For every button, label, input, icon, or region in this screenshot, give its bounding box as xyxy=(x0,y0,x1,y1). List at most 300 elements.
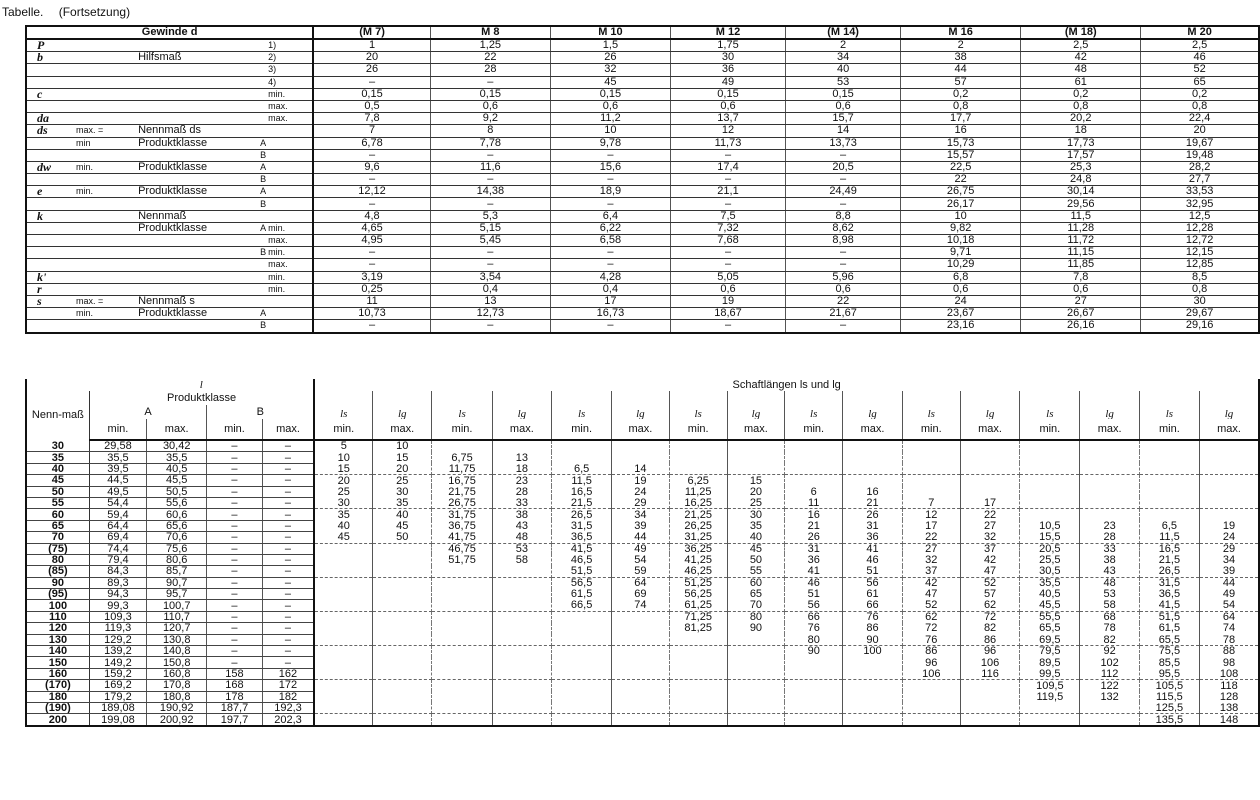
nominal-length: 50 xyxy=(26,486,89,497)
table-row xyxy=(26,646,1259,657)
ls-min-value xyxy=(902,702,960,713)
qualifier: min. xyxy=(74,186,134,198)
ls-min-value xyxy=(1020,714,1080,726)
class-b-max: – xyxy=(262,634,314,645)
lg-max-value: 118 xyxy=(1220,679,1238,692)
lg-max-value: 76 xyxy=(843,611,902,622)
length-symbol: l xyxy=(89,379,314,391)
lg-max-value: 56 xyxy=(843,577,902,588)
lg-max-value: 58 xyxy=(492,554,551,565)
ls-min-value: 11,25 xyxy=(669,486,727,497)
max-header: max. xyxy=(843,419,902,440)
qualifier xyxy=(74,64,134,76)
lg-max-value xyxy=(373,668,432,679)
lg-max-value: 55 xyxy=(727,566,784,577)
value-cell: 0,25 xyxy=(313,283,430,295)
ls-min-value: 46,25 xyxy=(669,566,727,577)
qualifier xyxy=(74,210,134,222)
nominal-length: 180 xyxy=(26,691,89,702)
max-header: max. xyxy=(1080,419,1139,440)
value-cell: 10 xyxy=(901,210,1021,222)
class-b-min: – xyxy=(207,554,262,565)
lg-max-value: 122 xyxy=(1080,680,1139,691)
ls-min-value: 66,5 xyxy=(551,600,611,611)
lg-max-value: 64 xyxy=(612,577,669,588)
table-row xyxy=(26,577,1259,588)
row-label xyxy=(134,271,258,283)
lg-max-value: 100 xyxy=(843,646,902,657)
class-a-max: 140,8 xyxy=(147,646,207,657)
lg-max-value: 23 xyxy=(492,475,551,486)
value-cell: 21,1 xyxy=(670,186,785,198)
qualifier xyxy=(74,259,134,271)
class-b-min: – xyxy=(207,589,262,600)
class-a-min: 139,2 xyxy=(89,646,146,657)
class-b-min: – xyxy=(207,520,262,531)
value-cell: 27,7 xyxy=(1141,174,1259,186)
table-row xyxy=(26,52,1259,64)
lg-max-value xyxy=(960,486,1019,497)
ls-min-value xyxy=(669,646,727,657)
value-cell: 6,8 xyxy=(901,271,1021,283)
lg-max-value: 20 xyxy=(373,463,432,474)
symbol xyxy=(26,308,74,320)
nominal-length: 65 xyxy=(26,520,89,531)
class-a-max: 130,8 xyxy=(147,634,207,645)
value-cell: 24 xyxy=(901,295,1021,307)
value-cell: 26 xyxy=(550,52,670,64)
lg-max-value: 35 xyxy=(727,520,784,531)
lg-max-value xyxy=(727,680,784,691)
ls-min-value xyxy=(432,668,492,679)
min-header: min. xyxy=(1139,419,1199,440)
value-cell: 5,05 xyxy=(670,271,785,283)
value-cell: – xyxy=(430,149,550,161)
lg-max-value xyxy=(492,646,551,657)
max-header: max. xyxy=(727,419,784,440)
ls-min-value: 46 xyxy=(785,577,843,588)
max-header: max. xyxy=(492,419,551,440)
product-class: A xyxy=(260,308,267,319)
lg-max-value: 51 xyxy=(843,566,902,577)
value-cell: 0,2 xyxy=(1141,88,1259,100)
table-row xyxy=(26,88,1259,100)
qualifier xyxy=(74,174,134,186)
value-cell: – xyxy=(313,149,430,161)
value-cell: – xyxy=(430,320,550,333)
table-row xyxy=(26,543,1259,554)
ls-min-value: 6,25 xyxy=(669,475,727,486)
lg-max-value xyxy=(492,714,551,726)
lg-max-value xyxy=(843,680,902,691)
lg-header: lg xyxy=(1080,391,1139,419)
thread-size-header: M 10 xyxy=(550,26,670,39)
value-cell: 0,15 xyxy=(786,88,901,100)
value-cell: 2,5 xyxy=(1021,39,1141,52)
symbol xyxy=(26,100,74,112)
ls-min-value: 40 xyxy=(314,520,372,531)
value-cell: 30 xyxy=(670,52,785,64)
ls-min-value: 56,25 xyxy=(669,589,727,600)
ls-min-value xyxy=(432,623,492,634)
class-b-min: – xyxy=(207,509,262,520)
value-cell: 34 xyxy=(786,52,901,64)
product-class xyxy=(258,39,266,52)
lg-max-value: 29 xyxy=(1222,543,1236,555)
class-a-max: 30,42 xyxy=(147,440,207,452)
lg-max-value: 61 xyxy=(843,589,902,600)
ls-min-value xyxy=(902,714,960,726)
value-cell: 7,8 xyxy=(1021,271,1141,283)
ls-min-value xyxy=(1020,452,1080,463)
ls-min-value xyxy=(785,657,843,668)
ls-min-value xyxy=(551,714,611,726)
lg-max-value: 52 xyxy=(960,577,1019,588)
lg-max-value xyxy=(1080,452,1139,463)
ls-min-value: 35 xyxy=(314,509,372,520)
lg-max-value: 96 xyxy=(960,646,1019,657)
ls-min-value xyxy=(432,600,492,611)
value-cell: 11,15 xyxy=(1021,247,1141,259)
value-cell: 22 xyxy=(901,174,1021,186)
lg-max-value: 19 xyxy=(1222,520,1236,532)
lg-max-value xyxy=(960,463,1019,474)
limit-marker xyxy=(266,320,313,333)
row-label: Produktklasse xyxy=(134,308,258,320)
min-header: min. xyxy=(314,419,372,440)
value-cell: 22,4 xyxy=(1141,113,1259,125)
ls-min-value: 105,5 xyxy=(1139,680,1199,691)
ls-min-value xyxy=(314,600,372,611)
lg-max-value xyxy=(1080,497,1139,508)
symbol xyxy=(26,259,74,271)
value-cell: 22,5 xyxy=(901,161,1021,173)
value-cell: 18 xyxy=(1021,125,1141,137)
lg-max-value: 138 xyxy=(1200,702,1259,713)
product-class: B xyxy=(258,320,266,333)
limit-marker xyxy=(266,125,313,137)
limit-marker xyxy=(266,149,313,161)
value-cell: 0,6 xyxy=(901,283,1021,295)
class-b-min: 187,7 xyxy=(207,702,262,713)
ls-min-value: 106 xyxy=(902,668,960,679)
nominal-length: 160 xyxy=(26,668,89,679)
lg-max-value: 62 xyxy=(960,600,1019,611)
lg-max-value: 78 xyxy=(1080,623,1139,634)
ls-min-value xyxy=(551,702,611,713)
lg-max-value xyxy=(843,714,902,726)
ls-min-value: 26,75 xyxy=(432,497,492,508)
table-row xyxy=(26,714,1259,726)
value-cell: 8,98 xyxy=(786,235,901,247)
ls-min-value xyxy=(669,702,727,713)
ls-min-value xyxy=(669,634,727,645)
ls-min-value: 26 xyxy=(785,532,843,543)
table-row xyxy=(26,691,1259,702)
lg-max-value xyxy=(960,691,1019,702)
ls-min-value: 65,5 xyxy=(1020,623,1080,634)
ls-min-value xyxy=(551,646,611,657)
class-a-min: 39,5 xyxy=(89,463,146,474)
value-cell: 24,8 xyxy=(1021,174,1141,186)
lg-max-value: 86 xyxy=(960,634,1019,645)
ls-min-value: 99,5 xyxy=(1020,668,1080,679)
min-header: min. xyxy=(669,419,727,440)
class-a-min: 79,4 xyxy=(89,554,146,565)
value-cell: 7 xyxy=(313,125,430,137)
value-cell: – xyxy=(786,259,901,271)
value-cell: – xyxy=(430,259,550,271)
lg-max-value: 40 xyxy=(373,509,432,520)
value-cell: 17,7 xyxy=(901,113,1021,125)
row-label xyxy=(134,198,258,210)
class-b-min: – xyxy=(207,634,262,645)
value-cell: 15,57 xyxy=(901,149,1021,161)
value-cell: 7,78 xyxy=(430,137,550,149)
table-row xyxy=(26,295,1259,307)
ls-min-value xyxy=(785,714,843,726)
lg-header: lg xyxy=(960,391,1019,419)
qualifier xyxy=(74,271,134,283)
symbol: P xyxy=(26,39,74,52)
lg-max-value xyxy=(373,657,432,668)
value-cell: 10,73 xyxy=(313,308,430,320)
class-a-min: 109,3 xyxy=(89,611,146,622)
value-cell: 11 xyxy=(313,295,430,307)
class-b-min: 197,7 xyxy=(207,714,262,726)
class-a-max: 200,92 xyxy=(147,714,207,726)
value-cell: 15,6 xyxy=(550,161,670,173)
row-label xyxy=(134,149,258,161)
ls-min-value: 11,5 xyxy=(1139,532,1199,543)
value-cell: 44 xyxy=(901,64,1021,76)
class-b-max: – xyxy=(262,543,314,554)
product-class xyxy=(258,100,266,112)
ls-header: ls xyxy=(902,391,960,419)
value-cell: 7,68 xyxy=(670,235,785,247)
lg-max-value: 88 xyxy=(1222,645,1236,657)
limit-marker: max. xyxy=(266,235,313,247)
value-cell: 11,73 xyxy=(670,137,785,149)
product-class: B xyxy=(260,149,267,160)
ls-min-value xyxy=(432,440,492,452)
table-row xyxy=(26,634,1259,645)
table-row xyxy=(26,320,1259,333)
thread-header: Gewinde d xyxy=(26,26,313,39)
lg-max-value xyxy=(727,634,784,645)
ls-min-value: 17 xyxy=(902,520,960,531)
class-b-max: – xyxy=(262,577,314,588)
ls-min-value: 25 xyxy=(314,486,372,497)
value-cell: 1,75 xyxy=(670,39,785,52)
lg-max-value xyxy=(960,475,1019,486)
value-cell: 0,6 xyxy=(786,100,901,112)
lg-max-value xyxy=(612,702,669,713)
value-cell: – xyxy=(550,259,670,271)
ls-min-value: 71,25 xyxy=(669,611,727,622)
table-row xyxy=(26,137,1259,149)
nominal-length: (95) xyxy=(26,589,89,600)
ls-min-value xyxy=(314,691,372,702)
value-cell: 0,8 xyxy=(901,100,1021,112)
value-cell: 46 xyxy=(1141,52,1259,64)
product-class-header: Produktklasse xyxy=(89,391,314,405)
lg-max-value: 22 xyxy=(960,509,1019,520)
ls-min-value xyxy=(785,668,843,679)
table-row xyxy=(26,702,1259,713)
class-b-min: 158 xyxy=(207,668,262,679)
value-cell: – xyxy=(670,174,785,186)
value-cell: 4,28 xyxy=(550,271,670,283)
value-cell: 17 xyxy=(550,295,670,307)
lg-header: lg xyxy=(843,391,902,419)
value-cell: – xyxy=(670,198,785,210)
value-cell: 12,5 xyxy=(1141,210,1259,222)
class-b-max: – xyxy=(262,452,314,463)
value-cell: 26,67 xyxy=(1021,308,1141,320)
ls-min-value xyxy=(314,554,372,565)
lg-max-value: 116 xyxy=(960,668,1019,679)
ls-min-value: 45 xyxy=(314,532,372,543)
ls-min-value xyxy=(432,589,492,600)
symbol xyxy=(26,174,74,186)
limit-marker xyxy=(266,198,313,210)
class-b-min: – xyxy=(207,646,262,657)
nominal-length: 200 xyxy=(26,714,89,726)
lg-max-value: 17 xyxy=(960,497,1019,508)
value-cell: 23,16 xyxy=(901,320,1021,333)
table-caption xyxy=(2,5,142,19)
max-header: max. xyxy=(147,419,207,440)
table-row xyxy=(26,623,1259,634)
lg-max-value: 26 xyxy=(843,509,902,520)
lg-max-value: 10 xyxy=(373,440,432,452)
ls-min-value xyxy=(785,702,843,713)
lg-max-value xyxy=(612,646,669,657)
ls-min-value: 41,75 xyxy=(432,532,492,543)
symbol: k' xyxy=(26,271,74,283)
lg-max-value: 18 xyxy=(492,463,551,474)
value-cell: 19,48 xyxy=(1141,149,1259,161)
lg-max-value xyxy=(612,452,669,463)
ls-min-value xyxy=(432,680,492,691)
symbol xyxy=(26,320,74,333)
value-cell: 16 xyxy=(901,125,1021,137)
table-row xyxy=(26,39,1259,52)
nominal-length: 70 xyxy=(26,532,89,543)
ls-min-value: 16,25 xyxy=(669,497,727,508)
lg-max-value: 57 xyxy=(960,589,1019,600)
lg-max-value: 47 xyxy=(960,566,1019,577)
table-row xyxy=(26,600,1259,611)
product-class: B xyxy=(260,174,267,185)
min-header: min. xyxy=(207,419,262,440)
caption-title: Tabelle. xyxy=(2,5,44,19)
class-a-max: 35,5 xyxy=(147,452,207,463)
ls-min-value: 135,5 xyxy=(1139,714,1199,726)
value-cell: – xyxy=(313,198,430,210)
nominal-length: (75) xyxy=(26,543,89,554)
ls-min-value: 66 xyxy=(785,611,843,622)
limit-marker xyxy=(266,186,313,198)
ls-min-value: 37 xyxy=(902,566,960,577)
ls-min-value xyxy=(669,668,727,679)
class-a-min: 59,4 xyxy=(89,509,146,520)
class-b-max: 202,3 xyxy=(262,714,314,726)
nominal-length: 30 xyxy=(26,440,89,452)
min-header: min. xyxy=(432,419,492,440)
class-b-min: – xyxy=(207,566,262,577)
ls-min-value xyxy=(551,668,611,679)
spacer xyxy=(26,379,89,391)
class-a-min: 94,3 xyxy=(89,589,146,600)
value-cell: 17,57 xyxy=(1021,149,1141,161)
ls-min-value: 51,5 xyxy=(551,566,611,577)
limit-marker: min. xyxy=(266,222,313,234)
table-row xyxy=(26,486,1259,497)
qualifier xyxy=(74,149,134,161)
class-a-max: 40,5 xyxy=(147,463,207,474)
ls-min-value: 7 xyxy=(902,497,960,508)
table-row xyxy=(26,271,1259,283)
ls-min-value: 85,5 xyxy=(1139,657,1199,668)
lg-max-value: 43 xyxy=(492,520,551,531)
value-cell: 14,38 xyxy=(430,186,550,198)
value-cell: 13 xyxy=(430,295,550,307)
value-cell: – xyxy=(670,320,785,333)
lg-max-value xyxy=(492,600,551,611)
symbol xyxy=(26,235,74,247)
ls-min-value xyxy=(1139,463,1199,474)
value-cell: 38 xyxy=(901,52,1021,64)
ls-min-value: 41,5 xyxy=(1139,600,1199,611)
lg-max-value: 15 xyxy=(373,452,432,463)
lg-max-value xyxy=(492,577,551,588)
class-a-max: 75,6 xyxy=(147,543,207,554)
lg-max-value xyxy=(492,657,551,668)
lg-max-value xyxy=(492,440,551,452)
limit-marker: 4) xyxy=(266,76,313,88)
value-cell: 0,6 xyxy=(430,100,550,112)
product-class: A xyxy=(260,222,267,233)
value-cell: 11,5 xyxy=(1021,210,1141,222)
lg-max-value xyxy=(1080,463,1139,474)
lg-max-value: 90 xyxy=(727,623,784,634)
value-cell: 0,6 xyxy=(670,283,785,295)
lg-max-value xyxy=(373,577,432,588)
lg-max-value xyxy=(960,440,1019,452)
ls-min-value: 22 xyxy=(902,532,960,543)
value-cell: – xyxy=(430,174,550,186)
value-cell: 22 xyxy=(786,295,901,307)
value-cell: – xyxy=(670,247,785,259)
lg-max-value xyxy=(1200,486,1259,497)
lg-max-value: 16 xyxy=(843,486,902,497)
value-cell: 19 xyxy=(670,295,785,307)
qualifier xyxy=(74,100,134,112)
min-header: min. xyxy=(1020,419,1080,440)
ls-min-value xyxy=(785,680,843,691)
class-a-min: 189,08 xyxy=(89,702,146,713)
value-cell: 0,8 xyxy=(1141,283,1259,295)
lg-max-value: 78 xyxy=(1200,634,1259,645)
ls-min-value: 16,75 xyxy=(432,475,492,486)
ls-header: ls xyxy=(1139,391,1199,419)
value-cell: 7,32 xyxy=(670,222,785,234)
class-b-max: – xyxy=(262,589,314,600)
lg-max-value: 43 xyxy=(1080,566,1139,577)
symbol xyxy=(26,198,74,210)
